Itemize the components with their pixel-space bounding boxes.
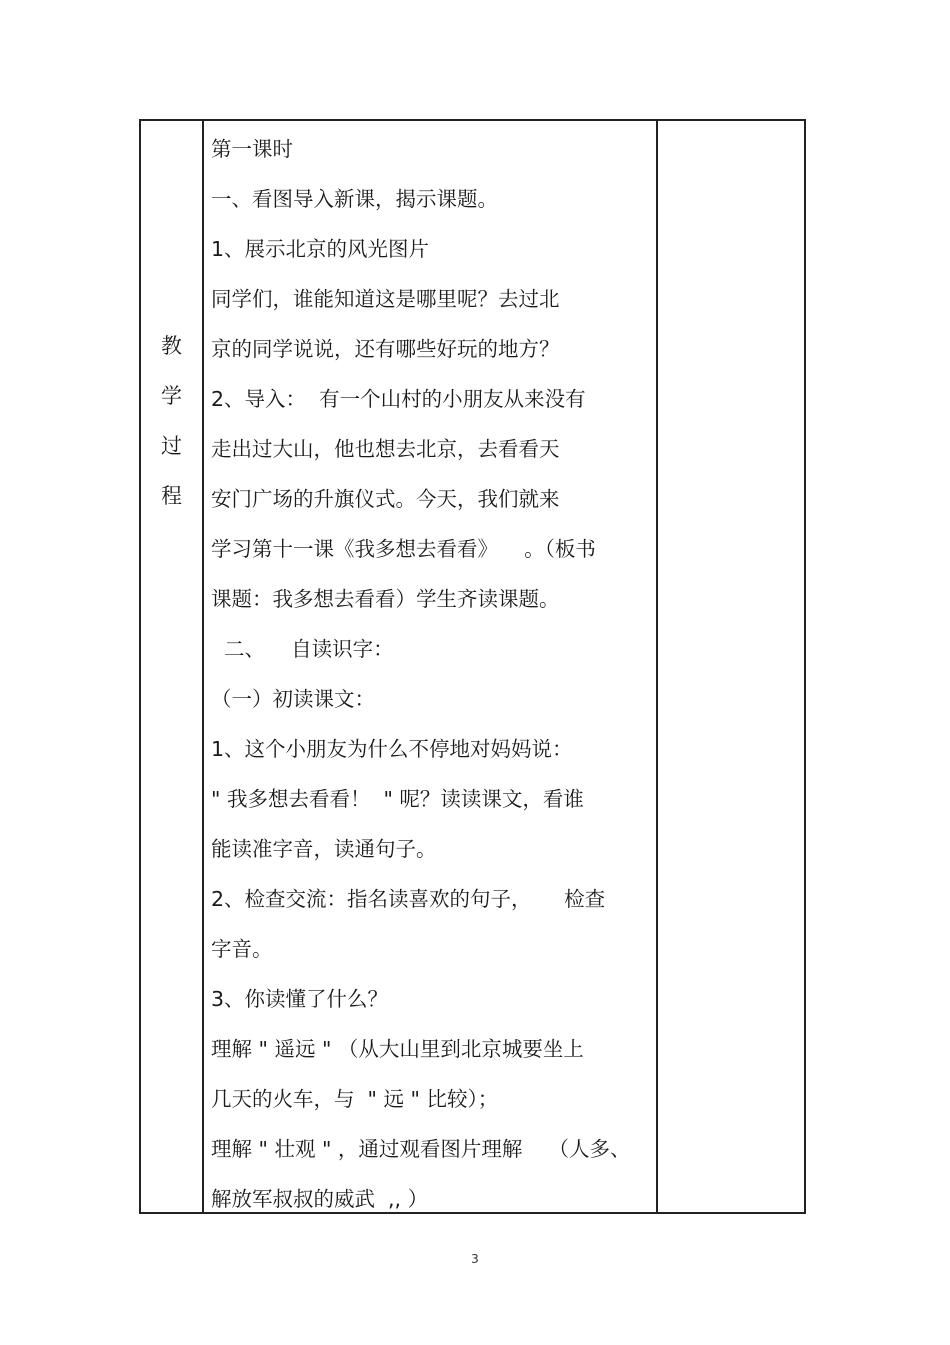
- content-line: 理解 " 壮观 " ，通过观看图片理解 （人多、: [211, 1137, 631, 1161]
- content-line: 2、导入： 有一个山村的小朋友从来没有: [211, 387, 586, 411]
- content-line: 同学们，谁能知道这是哪里呢？去过北: [211, 287, 560, 311]
- page-number: 3: [471, 1252, 479, 1266]
- column-divider-left: [202, 121, 204, 1212]
- content-line: 3、你读懂了什么？: [211, 987, 389, 1011]
- content-line: 走出过大山，他也想去北京，去看看天: [211, 437, 560, 461]
- content-line: 1、这个小朋友为什么不停地对妈妈说：: [211, 737, 573, 761]
- content-line: 一、看图导入新课，揭示课题。: [211, 187, 498, 211]
- side-label-char: 过: [161, 434, 182, 458]
- side-label-char: 教: [161, 334, 182, 358]
- content-line: 第一课时: [211, 137, 293, 161]
- teaching-process-label: [141, 321, 202, 521]
- side-label-char: 程: [161, 484, 182, 508]
- content-line: 字音。: [211, 937, 273, 961]
- content-line: 课题：我多想去看看）学生齐读课题。: [211, 587, 560, 611]
- content-line: 京的同学说说，还有哪些好玩的地方？: [211, 337, 560, 361]
- content-line: " 我多想去看看！ " 呢？读读课文，看谁: [211, 787, 584, 811]
- content-line: 理解 " 遥远 " （从大山里到北京城要坐上: [211, 1037, 584, 1061]
- lesson-plan-table: [139, 119, 806, 1214]
- content-line: 几天的火车，与 " 远 " 比较）；: [211, 1087, 499, 1111]
- content-line: 解放军叔叔的威武 ,, ）: [211, 1187, 429, 1211]
- content-line: 能读准字音，读通句子。: [211, 837, 437, 861]
- content-line: 学习第十一课《我多想去看看》 。（板书: [211, 537, 596, 561]
- content-line: 2、检查交流：指名读喜欢的句子， 检查: [211, 887, 606, 911]
- content-line: 1、展示北京的风光图片: [211, 237, 430, 261]
- column-divider-right: [656, 121, 658, 1212]
- content-line: 安门广场的升旗仪式。今天，我们就来: [211, 487, 560, 511]
- content-line: 二、 自读识字：: [211, 637, 394, 661]
- content-line: （一）初读课文：: [211, 687, 375, 711]
- lesson-content: [211, 124, 651, 1224]
- side-label-char: 学: [161, 384, 182, 408]
